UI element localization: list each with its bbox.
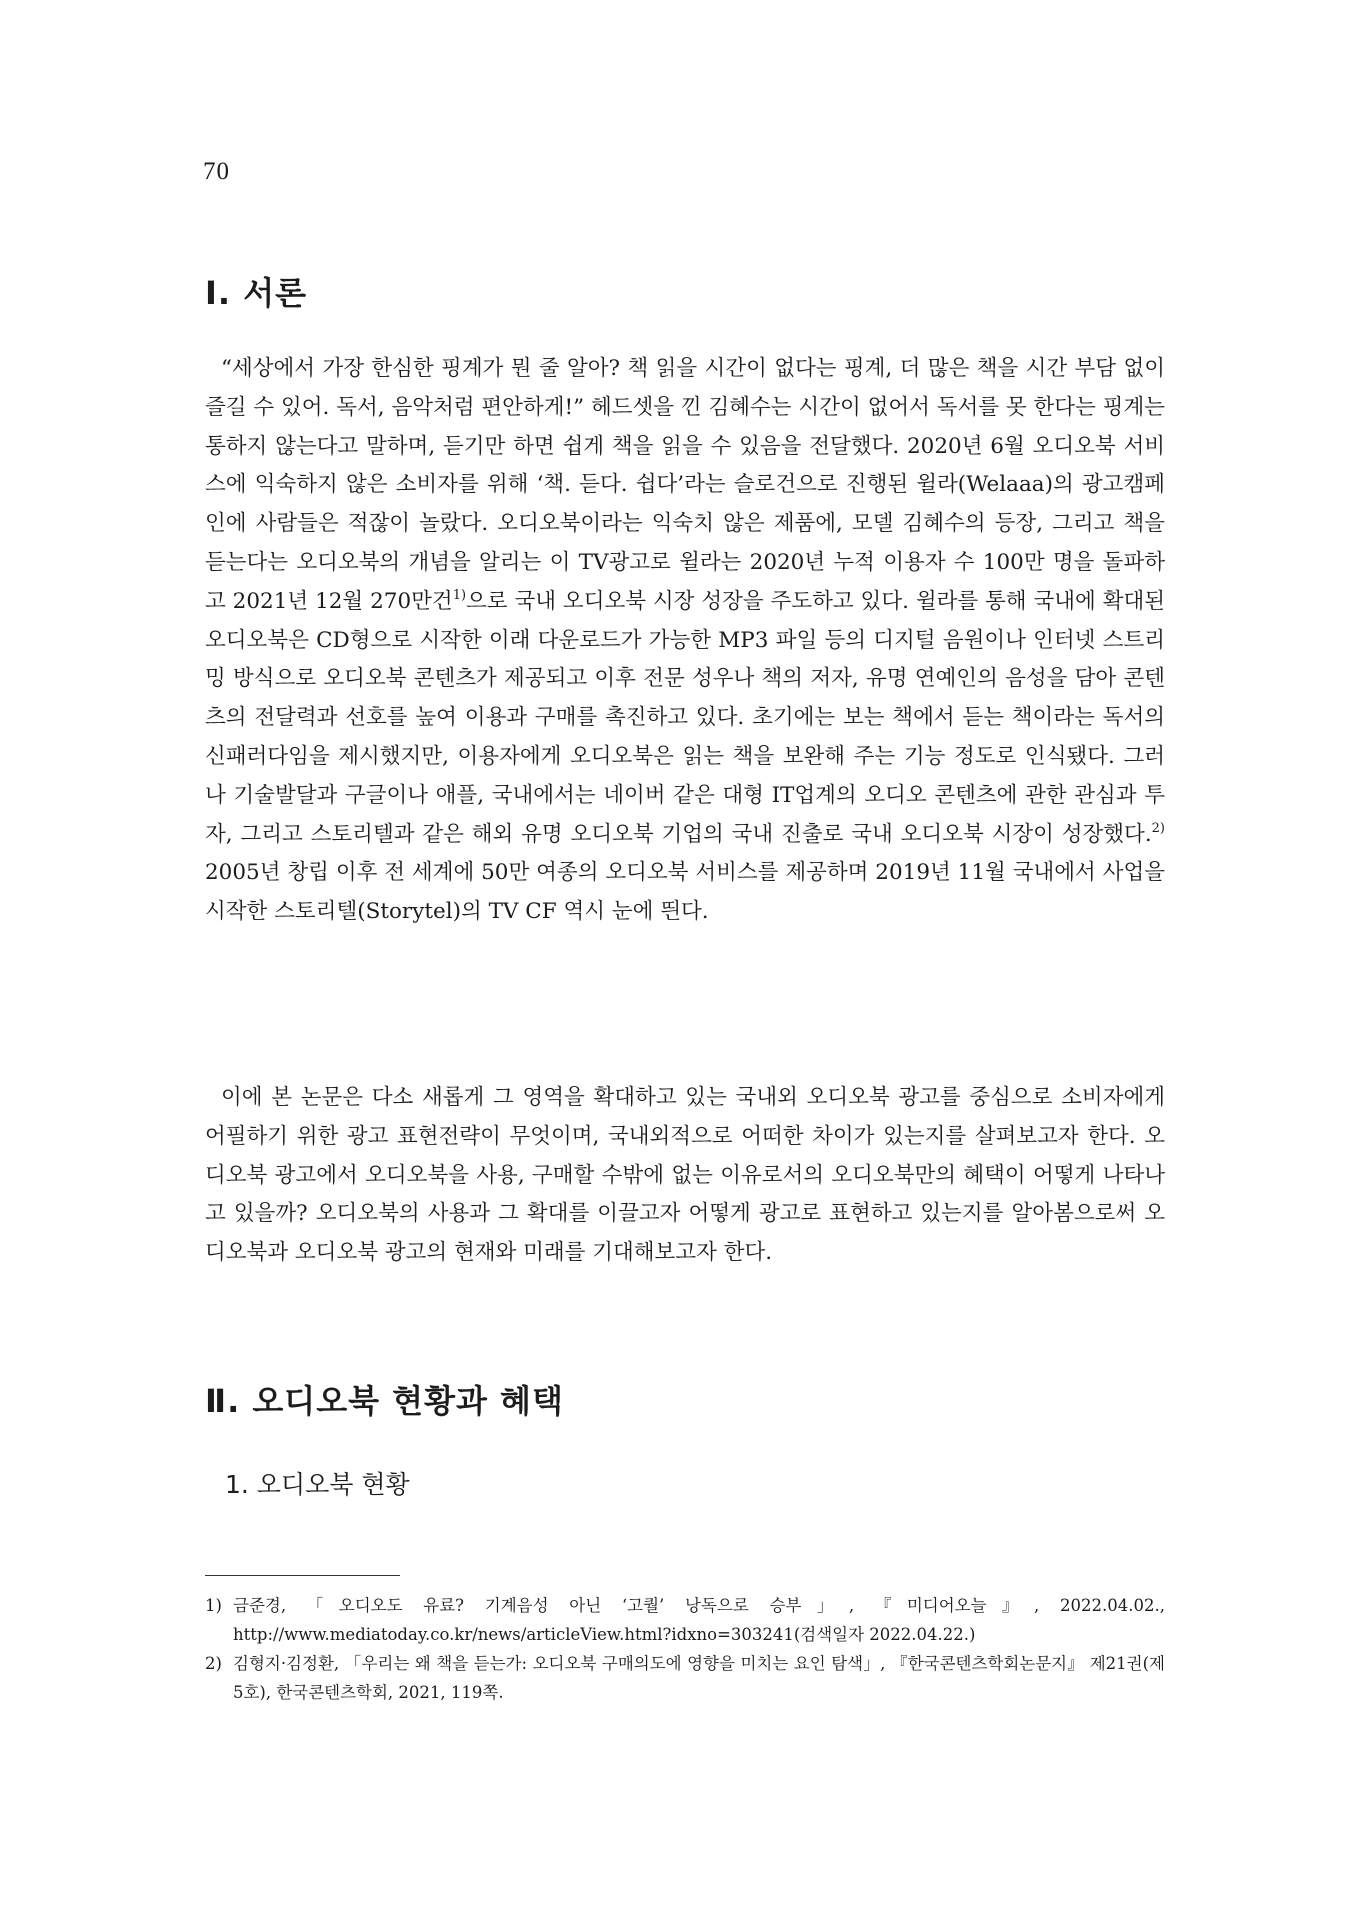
page-number: 70 xyxy=(203,158,230,185)
paragraph-1-text-b: 으로 국내 오디오북 시장 성장을 주도하고 있다. 윌라를 통해 국내에 확대된 오디오북은 CD형으로 시작한 이래 다운로드가 가능한 MP3 파일 등의 디지털 음원이나 인터넷 스트리밍 방식으로 오디오북 콘텐츠가 제공되고 이후 전문 성우나 책의 저자, 유명 연예인의 음성을 담아 콘텐츠의 전달력과 선호를 높여 이용과 구매를 촉진하고 있다. 초기에는 보는 책에서 듣는 책이라는 독서의 신패러다임을 제시했지만, 이용자에게 오디오북은 읽는 책을 보완해 주는 기능 정도로 인식됐다. 그러나 기술발달과 구글이나 애플, 국내에서는 네이버 같은 대형 IT업계의 오디오 콘텐츠에 관한 관심과 투자, 그리고 스토리텔과 같은 해외 유명 오디오북 기업의 국내 진출로 국내 오디오북 시장이 성장했다. xyxy=(205,588,1166,847)
footnote-divider xyxy=(205,1575,400,1576)
body-paragraph-2: 이에 본 논문은 다소 새롭게 그 영역을 확대하고 있는 국내외 오디오북 광고를 중심으로 소비자에게 어필하기 위한 광고 표현전략이 무엇이며, 국내외적으로 어떠한 차이가 있는지를 살펴보고자 한다. 오디오북 광고에서 오디오북을 사용, 구매할 수밖에 없는 이유로서의 오디오북만의 혜택이 어떻게 나타나고 있을까? 오디오북의 사용과 그 확대를 이끌고자 어떻게 광고로 표현하고 있는지를 알아봄으로써 오디오북과 오디오북 광고의 현재와 미래를 기대해보고자 한다. xyxy=(205,1085,1165,1266)
footnote-2 xyxy=(205,1649,1165,1707)
footnote-2-text: 김형지·김정환, 「우리는 왜 책을 듣는가: 오디오북 구매의도에 영향을 미치는 요인 탐색」, 『한국콘텐츠학회논문지』 제21권(제5호), 한국콘텐츠학회, 2021, 119쪽. xyxy=(233,1654,1165,1702)
section-title-introduction: Ⅰ. 서론 xyxy=(205,274,308,312)
subsection-title: 1. 오디오북 현황 xyxy=(225,1470,410,1499)
footnote-1 xyxy=(205,1591,1165,1649)
footnote-ref-1[interactable]: 1) xyxy=(452,587,467,603)
paragraph-1-text-c: 2005년 창립 이후 전 세계에 50만 여종의 오디오북 서비스를 제공하며 2019년 11월 국내에서 사업을 시작한 스토리텔(Storytel)의 TV CF 역시 눈에 띈다. xyxy=(205,860,1165,925)
footnotes xyxy=(205,1591,1165,1707)
footnote-1-number: 1) xyxy=(205,1596,222,1615)
paragraph-1-text-a: “세상에서 가장 한심한 핑계가 뭔 줄 알아? 책 읽을 시간이 없다는 핑계, 더 많은 책을 시간 부담 없이 즐길 수 있어. 독서, 음악처럼 편안하게!” 헤드셋을 낀 김혜수는 시간이 없어서 독서를 못 한다는 핑계는 통하지 않는다고 말하며, 듣기만 하면 쉽게 책을 읽을 수 있음을 전달했다. 2020년 6월 오디오북 서비스에 익숙하지 않은 소비자를 위해 ‘책. 듣다. 쉽다’라는 슬로건으로 진행된 윌라(Welaaa)의 광고캠페인에 사람들은 적잖이 놀랐다. 오디오북이라는 익숙치 않은 제품에, 모델 김혜수의 등장, 그리고 책을 듣는다는 오디오북의 개념을 알리는 이 TV광고로 윌라는 2020년 누적 이용자 수 100만 명을 돌파하고 2021년 12월 270만건 xyxy=(205,356,1165,614)
section-title-audiobook-status: Ⅱ. 오디오북 현황과 혜택 xyxy=(205,1382,564,1420)
body-paragraph-1 xyxy=(205,350,1165,932)
footnote-2-number: 2) xyxy=(205,1654,222,1673)
footnote-ref-2[interactable]: 2) xyxy=(1151,820,1165,836)
footnote-1-text: 금준경, 「오디오도 유료? 기계음성 아닌 ‘고퀄’ 낭독으로 승부」, 『미디어오늘』, 2022.04.02., http://www.mediatoday.co.kr/news/articleView.html?idxno=303241(검색일자 2022.04.22.) xyxy=(233,1596,1165,1644)
